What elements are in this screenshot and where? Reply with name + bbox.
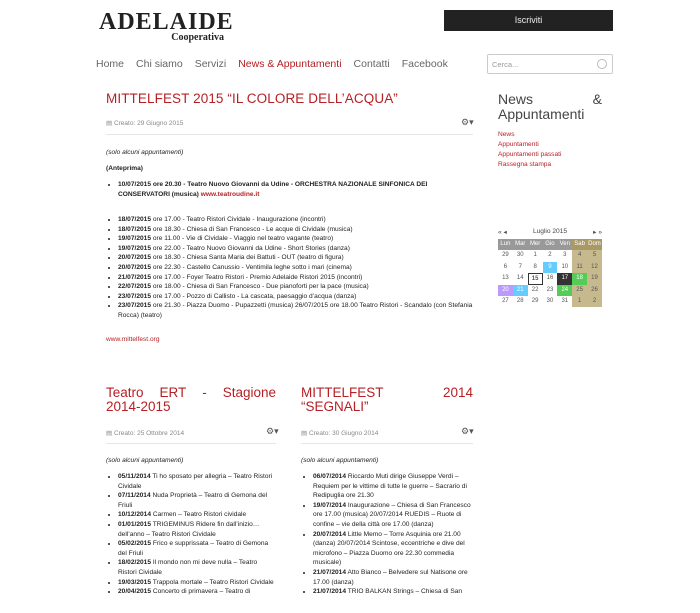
sidebar-item-rassegna-stampa[interactable]: Rassegna stampa (498, 161, 552, 168)
event-list (106, 472, 276, 597)
calendar-day[interactable]: 30 (516, 252, 524, 259)
calendar-day[interactable]: 22 (531, 286, 539, 293)
event-date: 05/11/2014 (118, 473, 151, 480)
event-date: 19/07/2015 (118, 244, 152, 252)
calendar-icon: ▤ (106, 430, 114, 437)
event-text: ore 17.00 - Teatro Ristori Cividale - Inaugurazione (incontri) (151, 216, 326, 223)
gear-icon[interactable]: ⚙▾ (461, 426, 474, 436)
calendar-day[interactable]: 4 (572, 250, 587, 261)
event-text: ore 18.00 - Chiesa di San Francesco - Due pianoforti per la pace (musica) (151, 283, 369, 291)
calendar-day-name: Lun (498, 239, 513, 250)
event-date: 23/07/2015 (118, 302, 152, 310)
event-link[interactable]: www.teatroudine.it (200, 190, 260, 198)
event-text: TRIGEMINUS Ridere fin dall’inizio… dell’anno – Teatro Ristori Cividale (118, 520, 260, 538)
event-text: ore 22.00 - Teatro Nuovo Giovanni da Udine - Short Stories (danza) (151, 244, 350, 252)
list-item (313, 587, 473, 597)
prev-year-icon[interactable]: « (498, 229, 502, 236)
calendar-day[interactable]: 2 (548, 252, 552, 259)
list-item (118, 301, 473, 320)
calendar-day[interactable]: 25 (572, 285, 587, 296)
subscribe-button[interactable]: Iscriviti (444, 10, 613, 31)
nav-news-appuntamenti[interactable]: News & Appuntamenti (238, 58, 342, 70)
main-nav (96, 58, 460, 70)
list-item (118, 244, 473, 254)
article-note: (solo alcuni appuntamenti) (106, 149, 184, 156)
event-text: Riccardo Muti dirige Giuseppe Verdi – Requiem per le vittime di tutte le guerre – Sacrario di Redipuglia ore 21.30 (313, 473, 467, 500)
prev-month-icon[interactable]: ◂ (503, 229, 507, 236)
event-text: Il mondo non mi deve nulla – Teatro Ristori Cividale (118, 559, 258, 576)
list-item (118, 578, 276, 588)
search-icon[interactable] (597, 59, 607, 69)
article3-note: (solo alcuni appuntamenti) (301, 457, 379, 464)
event-date: 23/07/2015 (118, 292, 152, 300)
list-item (118, 520, 276, 539)
list-item (118, 180, 473, 199)
calendar-day-name: Ven (557, 239, 572, 250)
event-date: 20/07/2015 (118, 254, 152, 262)
list-item (118, 215, 473, 225)
calendar-day[interactable]: 13 (502, 275, 509, 282)
calendar-grid (498, 239, 602, 307)
event-text: 10/07/2015 ore 20.30 - Teatro Nuovo Giovanni da Udine - ORCHESTRA NAZIONALE SINFONICA DEI CONSERVATORI (musica) (118, 181, 428, 198)
list-item (118, 253, 473, 263)
calendar-day[interactable]: 29 (531, 297, 539, 304)
event-text: Inaugurazione – Chiesa di San Francesco ore 17.00 (musica) 20/07/2014 RUEDIS – Ruote di confine – vie della città ore 17.00 (danza) (313, 501, 471, 528)
next-month-icon[interactable]: ▸ (593, 229, 597, 236)
article2-title-word: Stagione (222, 385, 276, 400)
article3-title-line2: “SEGNALI” (301, 399, 369, 414)
nav-facebook[interactable]: Facebook (401, 58, 448, 70)
calendar-header (498, 228, 602, 239)
article2-title-line2: 2014-2015 (106, 399, 171, 414)
event-text: Trappola mortale – Teatro Ristori Cividale (151, 578, 274, 586)
gear-icon[interactable]: ⚙▾ (266, 426, 279, 436)
nav-home[interactable]: Home (96, 58, 125, 70)
event-text: ore 18.30 - Chiesa di San Francesco - Le acque di Cividale (musica) (151, 225, 353, 233)
article2-title[interactable] (106, 386, 276, 414)
divider (106, 443, 276, 444)
event-date: 19/07/2014 (313, 501, 347, 509)
article2-title-word: ERT (159, 385, 187, 400)
calendar-day[interactable]: 18 (572, 273, 587, 284)
divider (106, 134, 473, 135)
event-date: 18/07/2015 (118, 216, 152, 223)
article2-meta (106, 429, 184, 437)
calendar-day[interactable]: 9 (543, 262, 558, 273)
event-text: TRIO BALKAN Strings – Chiesa di San (346, 588, 463, 596)
sidebar-title-line2: Appuntamenti (498, 106, 585, 122)
calendar-day[interactable]: 21 (513, 285, 528, 296)
event-date: 22/07/2015 (118, 283, 152, 291)
event-date: 21/07/2015 (118, 273, 152, 281)
calendar-day[interactable]: 23 (546, 286, 554, 293)
sidebar-title-word: News (498, 91, 534, 107)
logo-main-text: ADELAIDE (99, 9, 234, 35)
calendar-day[interactable]: 15 (528, 273, 543, 284)
calendar-day[interactable]: 31 (561, 297, 569, 304)
calendar-day[interactable]: 1 (533, 252, 537, 259)
event-date: 19/07/2015 (118, 235, 152, 243)
article2-created: Creato: 25 Ottobre 2014 (113, 430, 185, 437)
event-text: Frico e supprissata – Teatro di Gemona del Friuli (118, 540, 269, 557)
list-item (118, 558, 276, 577)
calendar-day[interactable]: 16 (546, 275, 554, 282)
calendar-widget (498, 228, 602, 307)
event-text: ore 22.30 - Castello Canussio - Ventimila leghe sotto i mari (cinema) (151, 263, 352, 271)
calendar-day[interactable]: 24 (557, 285, 572, 296)
list-item (313, 472, 473, 501)
logo-sub-text: Cooperativa (171, 32, 224, 43)
list-item (313, 568, 473, 587)
event-text: Atto Bianco – Belvedere sul Natisone ore 17.00 (danza) (313, 568, 468, 586)
event-date: 20/04/2015 (118, 588, 152, 596)
sidebar-item-appuntamenti-passati[interactable]: Appuntamenti passati (498, 151, 562, 158)
event-date: 18/07/2015 (118, 225, 152, 233)
calendar-day[interactable]: 8 (533, 263, 537, 270)
article-preview: (Anteprima) (106, 165, 143, 172)
event-text: ore 18.30 - Chiesa Santa Maria dei Battuti - OUT (teatro di figura) (151, 254, 344, 262)
event-date: 05/02/2015 (118, 540, 152, 548)
calendar-day[interactable]: 14 (516, 275, 524, 282)
calendar-day[interactable]: 19 (587, 273, 602, 284)
article2-title-word: Teatro (106, 385, 144, 400)
article3-created: Creato: 30 Giugno 2014 (308, 430, 379, 437)
event-text: Little Memo – Torre Asquinia ore 21.00 (danza) 20/07/2014 Scintose, eccentriche e dive del microfono – Piazza Duomo ore 22.30 commedia musicale) (313, 530, 465, 567)
sidebar-links (498, 130, 561, 170)
event-list (106, 180, 473, 199)
list-item (313, 501, 473, 530)
article3-meta (301, 429, 378, 437)
list-item (118, 587, 276, 597)
event-date: 06/07/2014 (313, 473, 347, 480)
event-text: ore 17.00 - Pozzo di Callisto - La cascata, paesaggio d’acqua (danza) (151, 292, 357, 300)
calendar-day[interactable]: 1 (572, 296, 587, 307)
calendar-day[interactable]: 30 (546, 297, 554, 304)
event-date: 18/02/2015 (118, 559, 152, 567)
calendar-day-name: Dom (587, 239, 602, 250)
search-input[interactable] (487, 54, 613, 74)
search-placeholder: Cerca... (492, 60, 519, 69)
sidebar-item-news[interactable]: News (498, 131, 515, 138)
calendar-day[interactable]: 2 (587, 296, 602, 307)
calendar-day[interactable]: 29 (502, 252, 509, 259)
list-item (118, 510, 276, 520)
site-logo[interactable] (99, 9, 234, 43)
calendar-icon: ▤ (106, 120, 114, 127)
article3-title-word: MITTELFEST (301, 385, 384, 400)
calendar-day-name: Sab (572, 239, 587, 250)
sidebar-item-appuntamenti[interactable]: Appuntamenti (498, 141, 539, 148)
calendar-day[interactable]: 17 (557, 273, 572, 284)
calendar-day[interactable]: 20 (498, 285, 513, 296)
calendar-day[interactable]: 26 (587, 285, 602, 296)
event-date: 21/07/2014 (313, 588, 347, 596)
event-list (301, 472, 473, 597)
list-item (313, 530, 473, 568)
calendar-day[interactable]: 3 (563, 252, 567, 259)
list-item (118, 491, 276, 510)
article2-title-word: - (202, 385, 207, 400)
calendar-day[interactable]: 7 (518, 263, 522, 270)
event-text: Nuda Proprietà – Teatro di Gemona del Friuli (118, 492, 268, 509)
calendar-day-name: Mar (513, 239, 528, 250)
calendar-day[interactable]: 6 (503, 263, 508, 270)
calendar-icon: ▤ (301, 430, 309, 437)
calendar-day[interactable]: 10 (561, 263, 569, 270)
list-item (118, 263, 473, 273)
sidebar-title (498, 92, 602, 122)
calendar-day[interactable]: 11 (572, 262, 587, 273)
mittelfest-link[interactable]: www.mittelfest.org (106, 336, 160, 343)
event-text: ore 11.00 - Vie di Cividale - Viaggio nel teatro vagante (teatro) (151, 235, 334, 243)
event-date: 07/11/2014 (118, 492, 151, 500)
article-meta (106, 119, 183, 127)
event-date: 01/01/2015 (118, 520, 152, 528)
divider (301, 443, 473, 444)
article-title[interactable]: MITTELFEST 2015 “IL COLORE DELL’ACQUA” (106, 91, 398, 106)
list-item (118, 234, 473, 244)
article-created: Creato: 29 Giugno 2015 (113, 120, 184, 127)
nav-contatti[interactable]: Contatti (353, 58, 390, 70)
event-text: Carmen – Teatro Ristori cividale (151, 511, 247, 519)
event-date: 10/12/2014 (118, 511, 152, 519)
calendar-day[interactable]: 12 (587, 262, 602, 273)
calendar-day[interactable]: 28 (516, 297, 524, 304)
event-text: Ti ho sposato per allegria – Teatro Ristori Cividale (118, 473, 273, 490)
gear-icon[interactable]: ⚙▾ (461, 117, 474, 127)
list-item (118, 472, 276, 491)
calendar-day[interactable]: 27 (502, 297, 509, 304)
event-date: 20/07/2015 (118, 263, 152, 271)
article3-title-word: 2014 (442, 385, 473, 400)
calendar-day[interactable]: 5 (587, 250, 602, 261)
event-list (106, 215, 473, 321)
calendar-day-name: Mer (528, 239, 543, 250)
list-item (118, 539, 276, 558)
event-text: ore 21.30 - Piazza Duomo - Pupazzetti (musica) 26/07/2015 ore 18.00 Teatro Ristori - Scandalo (con Stefania Rocca) (teatro) (118, 302, 473, 319)
next-year-icon[interactable]: » (598, 229, 602, 236)
calendar-day-name: Gio (543, 239, 558, 250)
list-item (118, 282, 473, 292)
event-date: 21/07/2014 (313, 568, 347, 576)
event-date: 19/03/2015 (118, 578, 152, 586)
event-text: ore 17.00 - Foyer Teatro Ristori - Premio Adelaide Ristori 2015 (incontri) (151, 273, 363, 281)
list-item (118, 292, 473, 302)
list-item (118, 273, 473, 283)
calendar-month: Luglio 2015 (532, 228, 568, 235)
article2-note: (solo alcuni appuntamenti) (106, 457, 184, 464)
nav-servizi[interactable]: Servizi (194, 58, 227, 70)
nav-chi-siamo[interactable]: Chi siamo (136, 58, 183, 70)
article3-title[interactable] (301, 386, 473, 414)
sidebar-title-word: & (592, 91, 602, 107)
list-item (118, 225, 473, 235)
event-text: Concerto di primavera – Teatro di (151, 588, 251, 596)
event-date: 20/07/2014 (313, 530, 347, 538)
